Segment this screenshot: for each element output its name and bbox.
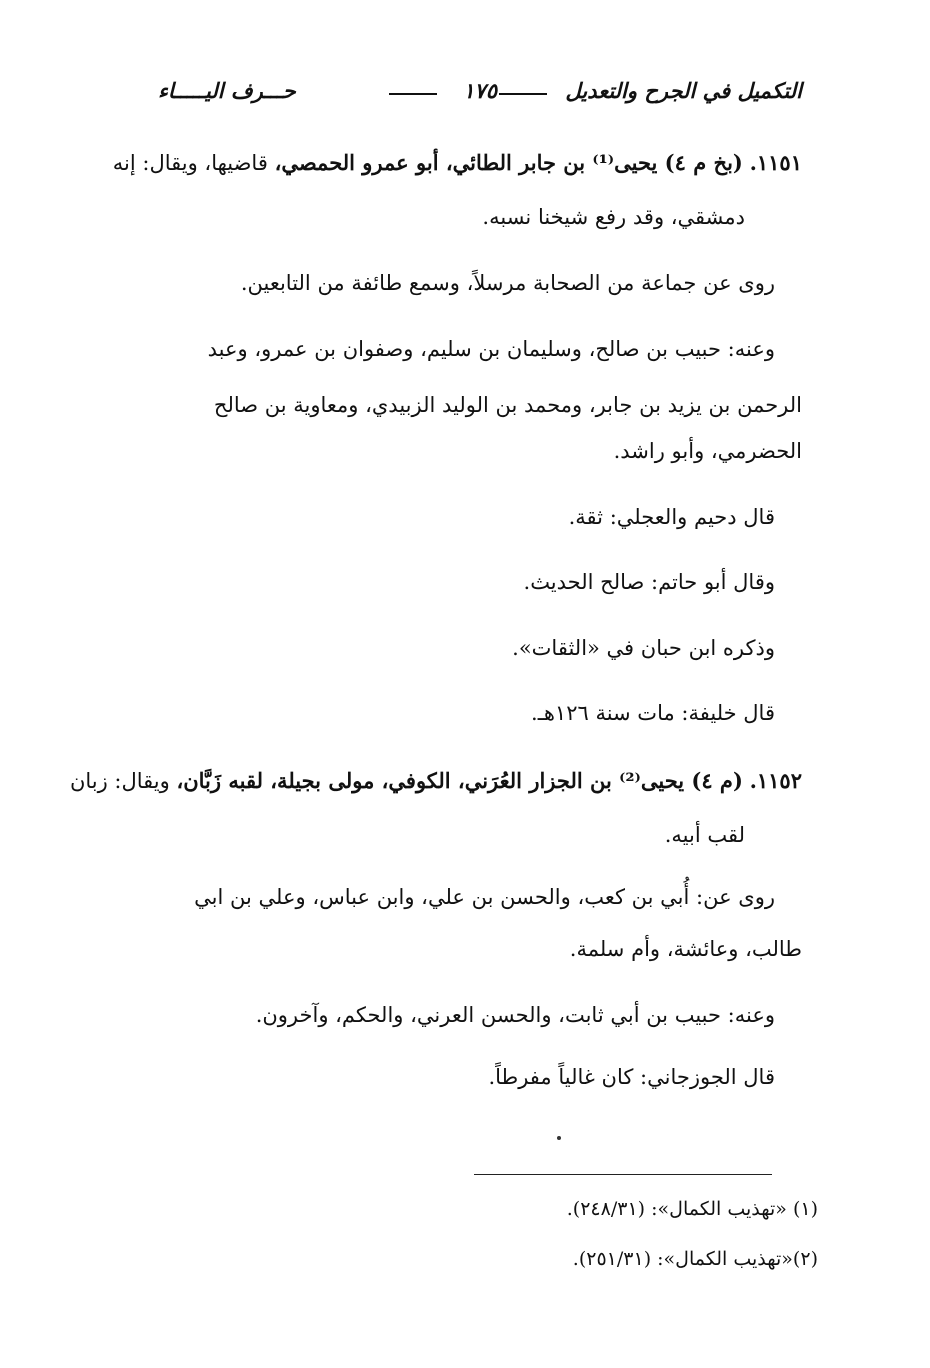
book-title: التكميل في الجرح والتعديل (565, 78, 802, 103)
header-dash (389, 93, 437, 95)
paragraph: قال الجوزجاني: كان غالياً مفرطاً. (488, 1065, 775, 1089)
entry-continuation: لقب أبيه. (664, 823, 745, 847)
running-header (158, 78, 802, 114)
paragraph: الرحمن بن يزيد بن جابر، ومحمد بن الوليد الزبيدي، ومعاوية بن صالح (213, 393, 802, 417)
paragraph: طالب، وعائشة، وأم سلمة. (569, 937, 802, 961)
entry-heading-line (113, 146, 802, 180)
entry-name: (م ٤) يحيى⁽²⁾ بن الجزار العُرَني، الكوفي، مولى بجيلة، لقبه زَبَّان، (176, 768, 743, 793)
section-title: حـــرف اليـــــاء (158, 78, 296, 103)
footnote: (٢)«تهذيب الكمال»: (٢٥١/٣١). (572, 1248, 818, 1270)
paragraph: وقال أبو حاتم: صالح الحديث. (523, 570, 775, 594)
paragraph: الحضرمي، وأبو راشد. (613, 439, 802, 463)
entry-number: ١١٥١. (749, 150, 802, 175)
paragraph: وعنه: حبيب بن صالح، وسليمان بن سليم، وصفوان بن عمرو، وعبد (207, 337, 775, 361)
paragraph: روى عن جماعة من الصحابة مرسلاً، وسمع طائفة من التابعين. (240, 271, 775, 295)
entry-heading-rest: قاضيها، ويقال: إنه (112, 151, 268, 175)
paragraph: قال دحيم والعجلي: ثقة. (568, 505, 775, 529)
entry-heading-rest: ويقال: زبان (69, 769, 170, 793)
paragraph: وعنه: حبيب بن أبي ثابت، والحسن العرني، والحكم، وآخرون. (255, 1003, 775, 1027)
entry-heading-line (70, 764, 802, 798)
print-speck (557, 1136, 561, 1140)
page-number: ١٧٥ (463, 78, 497, 103)
paragraph: روى عن: أُبي بن كعب، والحسن بن علي، وابن عباس، وعلي بن ابي (194, 885, 775, 909)
paragraph: قال خليفة: مات سنة ١٢٦هـ. (531, 701, 775, 725)
entry-name: (بخ م ٤) يحيى⁽¹⁾ بن جابر الطائي، أبو عمرو الحمصي، (274, 150, 743, 175)
footnote-divider (474, 1174, 772, 1175)
footnote: (١) «تهذيب الكمال»: (٢٤٨/٣١). (566, 1198, 818, 1220)
paragraph: وذكره ابن حبان في «الثقات». (512, 636, 775, 660)
header-dash (499, 93, 547, 95)
entry-number: ١١٥٢. (749, 768, 802, 793)
entry-continuation: دمشقي، وقد رفع شيخنا نسبه. (482, 205, 745, 229)
